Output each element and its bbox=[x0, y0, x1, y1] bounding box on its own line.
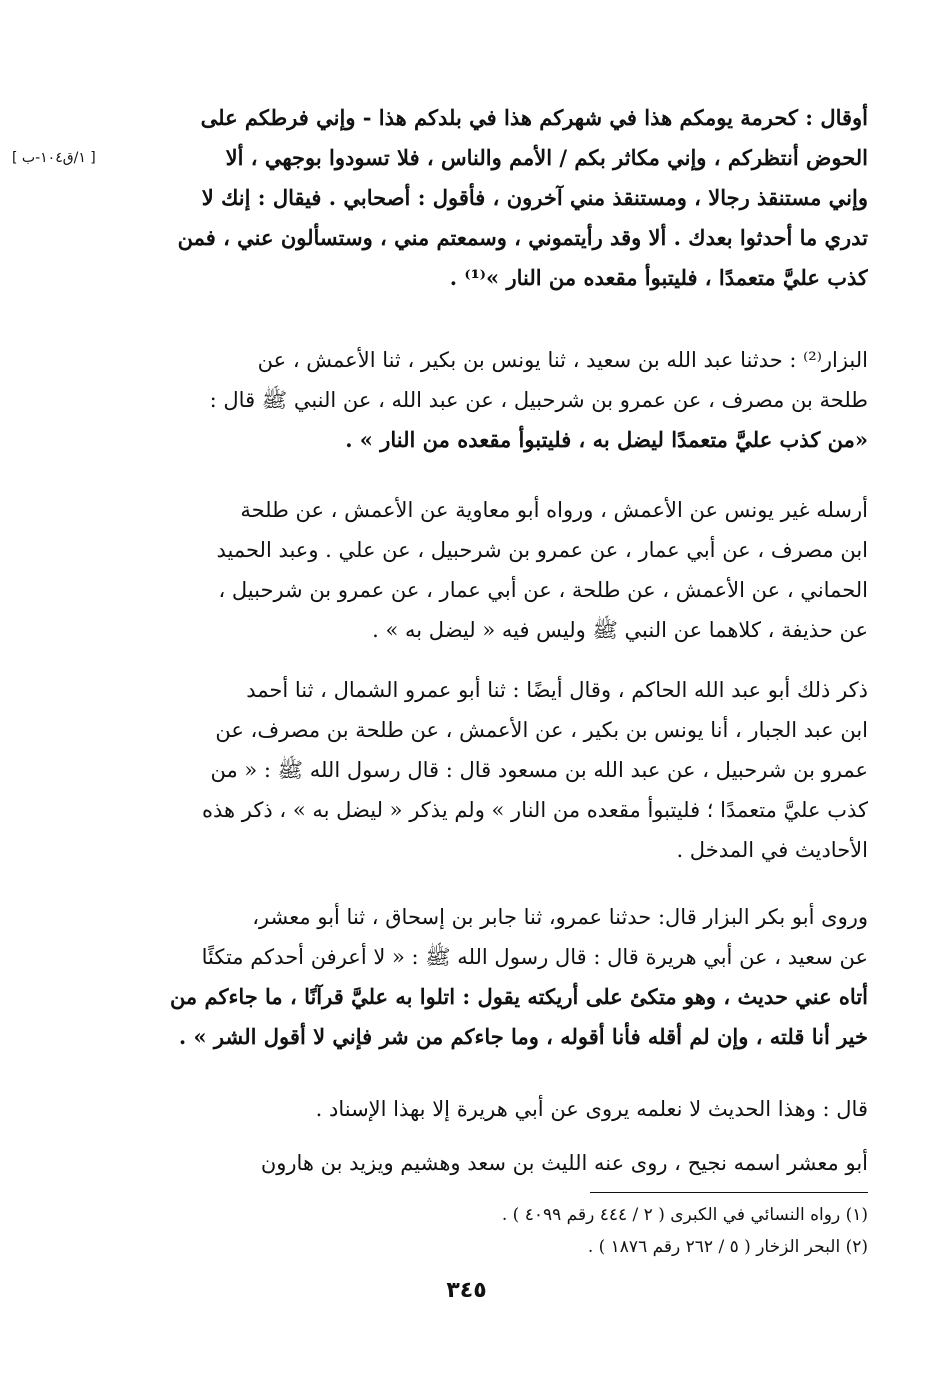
text-line: «من كذب عليَّ متعمدًا ليضل به ، فليتبوأ مقعده من النار » . bbox=[345, 427, 868, 452]
paragraph-abu-mashar bbox=[150, 1143, 868, 1183]
text-line: طلحة بن مصرف ، عن عمرو بن شرحبيل ، عن عبد الله ، عن النبي ﷺ قال : bbox=[209, 388, 868, 412]
paragraph-hadith-hawd bbox=[150, 98, 868, 298]
text-line: تدري ما أحدثوا بعدك . ألا وقد رأيتموني ، وسمعتم مني ، وستسألون عني ، فمن bbox=[177, 225, 868, 250]
text-line: عن سعيد ، عن أبي هريرة قال : قال رسول الله ﷺ : « لا أعرفن أحدكم متكئًا bbox=[201, 945, 868, 969]
paragraph-hakim bbox=[150, 670, 868, 870]
footnote-separator bbox=[590, 1192, 868, 1193]
text-line: ذكر ذلك أبو عبد الله الحاكم ، وقال أيضًا : ثنا أبو عمرو الشمال ، ثنا أحمد bbox=[246, 678, 868, 702]
text-line: عمرو بن شرحبيل ، عن عبد الله بن مسعود قال : قال رسول الله ﷺ : « من bbox=[210, 758, 868, 782]
text-line: الحوض أنتظركم ، وإني مكاثر بكم / الأمم والناس ، فلا تسودوا بوجهي ، ألا bbox=[225, 145, 868, 170]
manuscript-folio-reference: [ ١/ق١٠٤-ب ] bbox=[12, 150, 96, 166]
text-line: أبو معشر اسمه نجيح ، روى عنه الليث بن سعد وهشيم ويزيد بن هارون bbox=[260, 1151, 868, 1175]
text-line: أرسله غير يونس عن الأعمش ، ورواه أبو معاوية عن الأعمش ، عن طلحة bbox=[240, 498, 868, 522]
text-line: ابن مصرف ، عن أبي عمار ، عن عمرو بن شرحبيل ، عن علي . وعبد الحميد bbox=[216, 538, 868, 562]
text-line: الأحاديث في المدخل . bbox=[676, 838, 868, 862]
text-line: أتاه عني حديث ، وهو متكئ على أريكته يقول : اتلوا به عليَّ قرآنًا ، ما جاءكم من bbox=[169, 984, 868, 1009]
text-line: الحماني ، عن الأعمش ، عن طلحة ، عن أبي عمار ، عن عمرو بن شرحبيل ، bbox=[218, 578, 868, 602]
text-line: كذب عليَّ متعمدًا ؛ فليتبوأ مقعده من النار » ولم يذكر « ليضل به » ، ذكر هذه bbox=[202, 798, 868, 822]
text-line: ابن عبد الجبار ، أنا يونس بن بكير ، عن الأعمش ، عن طلحة بن مصرف، عن bbox=[215, 718, 868, 742]
paragraph-isnad-note bbox=[150, 1089, 868, 1129]
paragraph-abu-bakr-bazzar bbox=[150, 897, 868, 1057]
text-line: وروى أبو بكر البزار قال: حدثنا عمرو، ثنا جابر بن إسحاق ، ثنا أبو معشر، bbox=[252, 905, 868, 929]
footnote-1: (١) رواه النسائي في الكبرى ( ٢ / ٤٤٤ رقم ٤٠٩٩ ) . bbox=[501, 1205, 868, 1225]
text-line: عن حذيفة ، كلاهما عن النبي ﷺ وليس فيه « ليضل به » . bbox=[372, 618, 868, 642]
footnote-2: (٢) البحر الزخار ( ٥ / ٢٦٢ رقم ١٨٧٦ ) . bbox=[587, 1237, 868, 1257]
text-line: كذب عليَّ متعمدًا ، فليتبوأ مقعده من النار »⁽¹⁾ . bbox=[449, 265, 868, 290]
text-line: وإني مستنقذ رجالا ، ومستنقذ مني آخرون ، فأقول : أصحابي . فيقال : إنك لا bbox=[201, 185, 868, 210]
paragraph-bazzar-isnad bbox=[150, 340, 868, 460]
text-line: خير أنا قلته ، وإن لم أقله فأنا أقوله ، وما جاءكم من شر فإني لا أقول الشر » . bbox=[178, 1024, 868, 1049]
text-line: البزار⁽²⁾ : حدثنا عبد الله بن سعيد ، ثنا يونس بن بكير ، ثنا الأعمش ، عن bbox=[257, 348, 868, 372]
paragraph-irsal bbox=[150, 490, 868, 650]
text-line: قال : وهذا الحديث لا نعلمه يروى عن أبي هريرة إلا بهذا الإسناد . bbox=[315, 1097, 868, 1121]
text-line: أوقال : كحرمة يومكم هذا في شهركم هذا في بلدكم هذا - وإني فرطكم على bbox=[200, 105, 868, 130]
page-number: ٣٤٥ bbox=[446, 1278, 487, 1303]
